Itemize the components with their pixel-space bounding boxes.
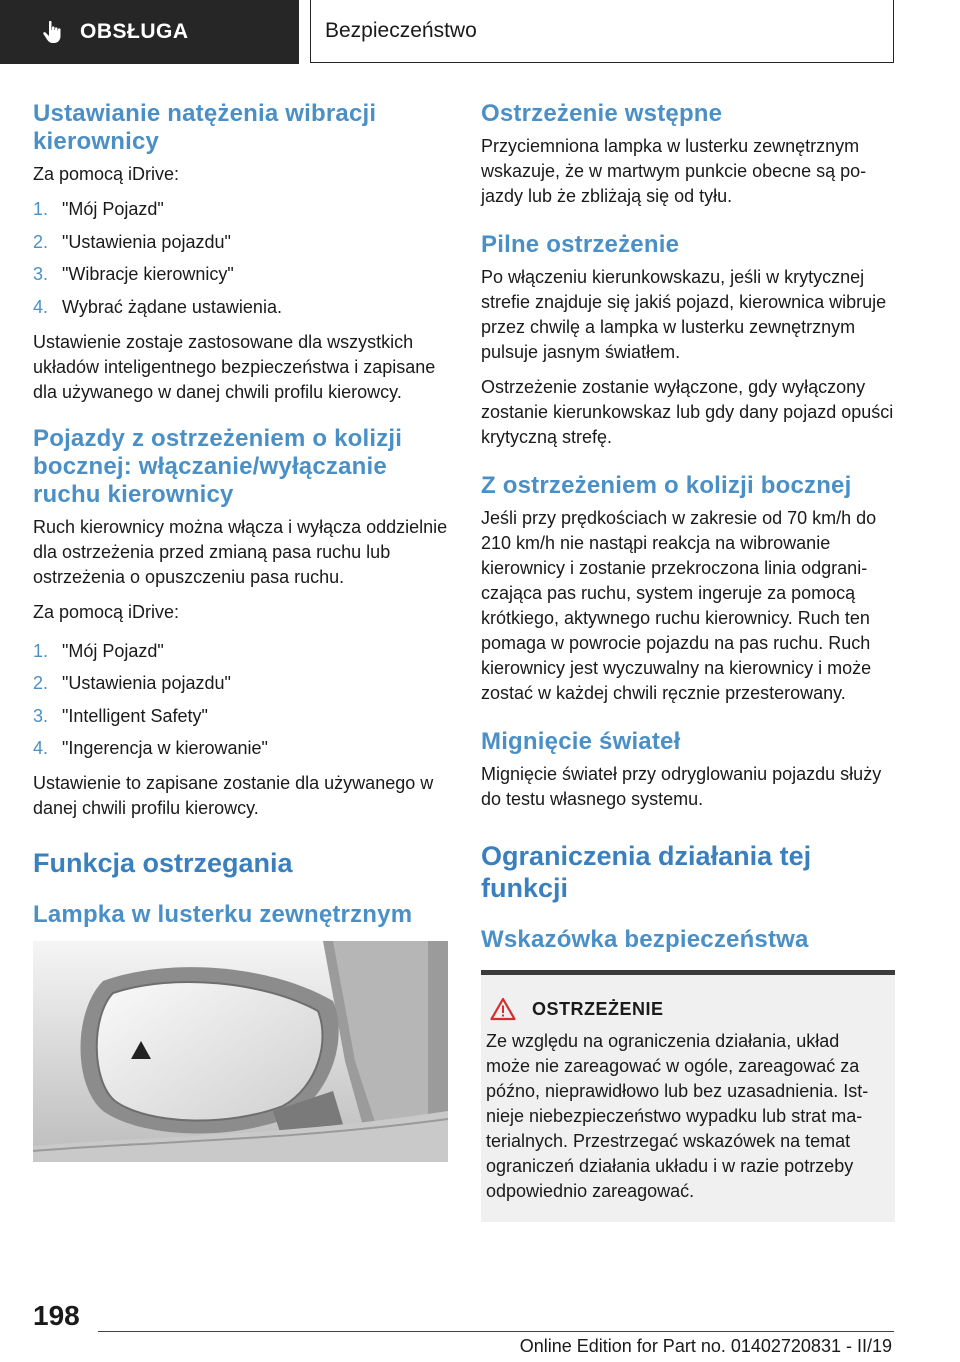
steps-list-2	[33, 639, 448, 762]
step-text: "Ingerencja w kierowanie"	[62, 738, 268, 758]
warning-title: OSTRZEŻENIE	[532, 998, 664, 1019]
footer-divider	[98, 1331, 894, 1332]
paragraph-idrive-2: Za pomocą iDrive:	[33, 601, 180, 622]
step-text: "Intelligent Safety"	[62, 705, 208, 726]
paragraph-steering-intervention: Jeśli przy prędkościach w zakresie od 70 km/h do 210 km/h nie nastąpi reakcja na wibrowanie kierownicy i zostanie przekroczona linia odgraniczająca pas ruchu, system ingeruje za pomocą krótkiego, aktywnego ruchu kierownicy. Ruch ten pomaga w powrocie pojazdu na pas ruchu. Ruch kierownicy jest wyczuwalny na kierownicy i może zostać w każdej chwili ręcznie przesterowany.	[481, 508, 877, 703]
step-text: Wybrać żądane ustawienia.	[62, 296, 282, 317]
page-number: 198	[33, 1300, 80, 1331]
warning-box	[481, 970, 895, 1222]
paragraph-idrive-1: Za pomocą iDrive:	[33, 164, 180, 184]
heading-urgent-warning: Pilne ostrzeżenie	[481, 231, 680, 258]
list-item	[33, 295, 448, 320]
list-item	[33, 671, 448, 696]
heading-warning-function: Funkcja ostrzegania	[33, 848, 293, 878]
step-text: "Ustawienia pojazdu"	[62, 231, 231, 252]
step-text: "Mój Pojazd"	[62, 640, 164, 661]
step-number: 1.	[33, 199, 49, 219]
heading-safety-note: Wskazówka bezpieczeństwa	[481, 926, 809, 953]
step-number: 3.	[33, 705, 49, 726]
paragraph-steering-toggle: Ruch kierownicy można włącza i wyłącza oddzielnie dla ostrzeżenia przed zmianą pasa ruchu lub ostrzeżenia o opuszczeniu pasa ruchu.	[33, 516, 448, 587]
side-mirror-illustration	[33, 941, 448, 1162]
paragraph-pre-warning: Przyciemniona lampka w lusterku zewnętrznym wskazuje, że w martwym punkcie obecne są pojazdy lub że zbliżają się od tyłu.	[481, 136, 867, 206]
paragraph-setting-saved: Ustawienie to zapisane zostanie dla używanego w danej chwili profilu kierowcy.	[33, 773, 434, 818]
step-text: "Wibracje kierownicy"	[62, 264, 234, 284]
section-label: OBSŁUGA	[80, 20, 189, 43]
chapter-header	[310, 0, 894, 63]
step-number: 2.	[33, 673, 49, 693]
list-item	[33, 639, 448, 664]
paragraph-warning-off: Ostrzeżenie zostanie wyłączone, gdy wyłączony zostanie kierunkowskaz lub gdy dany pojazd opuści krytyczną strefę.	[481, 377, 894, 447]
step-number: 4.	[33, 738, 49, 758]
heading-pre-warning: Ostrzeżenie wstępne	[481, 100, 723, 127]
heading-side-collision: Pojazdy z ostrzeżeniem o kolizji bocznej: włączanie/wyłączanie ruchu kierownicy	[33, 424, 403, 508]
list-item	[33, 230, 448, 255]
list-item	[33, 736, 448, 761]
step-number: 1.	[33, 640, 49, 661]
list-item	[33, 704, 448, 729]
paragraph-light-flash: Mignięcie świateł przy odryglowaniu pojazdu służy do testu własnego systemu.	[481, 764, 882, 809]
heading-mirror-lamp: Lampka w lusterku zewnętrznym	[33, 901, 413, 928]
step-text: "Mój Pojazd"	[62, 199, 164, 219]
warning-triangle-icon	[490, 997, 516, 1021]
step-number: 3.	[33, 264, 49, 284]
heading-limitations: Ograniczenia działania tej funkcji	[481, 841, 812, 903]
paragraph-urgent-warning: Po włączeniu kierunkowskazu, jeśli w krytycznej strefie znajduje się jakiś pojazd, kierownica wibruje przez chwilę a lampka w lusterku zewnętrznym pulsuje jasnym światłem.	[481, 267, 887, 362]
edition-note: Online Edition for Part no. 01402720831 - II/19	[519, 1336, 892, 1356]
right-column	[481, 100, 895, 1222]
paragraph-setting-applied: Ustawienie zostaje zastosowane dla wszystkich układów inteligentnego bezpieczeństwa i zapisane dla używanego w danej chwili profilu kierowcy.	[33, 331, 436, 402]
step-number: 4.	[33, 296, 49, 317]
heading-light-flash: Mignięcie świateł	[481, 728, 681, 755]
step-text: "Ustawienia pojazdu"	[62, 673, 231, 693]
list-item	[33, 197, 448, 222]
step-number: 2.	[33, 231, 49, 252]
hand-pointer-icon	[40, 19, 66, 45]
heading-side-collision-warning: Z ostrzeżeniem o kolizji bocznej	[481, 472, 852, 499]
list-item	[33, 262, 448, 287]
chapter-title: Bezpieczeństwo	[325, 19, 477, 42]
warning-text: Ze względu na ograniczenia działania, układ może nie zareagować w ogóle, zareagować za późno, nieprawidłowo lub bez uzasadnienia. Istnieje niebezpieczeństwo wypadku lub strat materialnych. Przestrzegać wskazówek na temat ograniczeń działania układu i w razie potrzeby odpowiednio zareagować.	[486, 1031, 869, 1201]
section-tab[interactable]	[0, 0, 299, 64]
steps-list-1	[33, 197, 448, 320]
left-column	[33, 100, 448, 1162]
warning-header	[486, 997, 881, 1021]
heading-vibration-intensity: Ustawianie natężenia wibracji kierownicy	[33, 100, 377, 155]
